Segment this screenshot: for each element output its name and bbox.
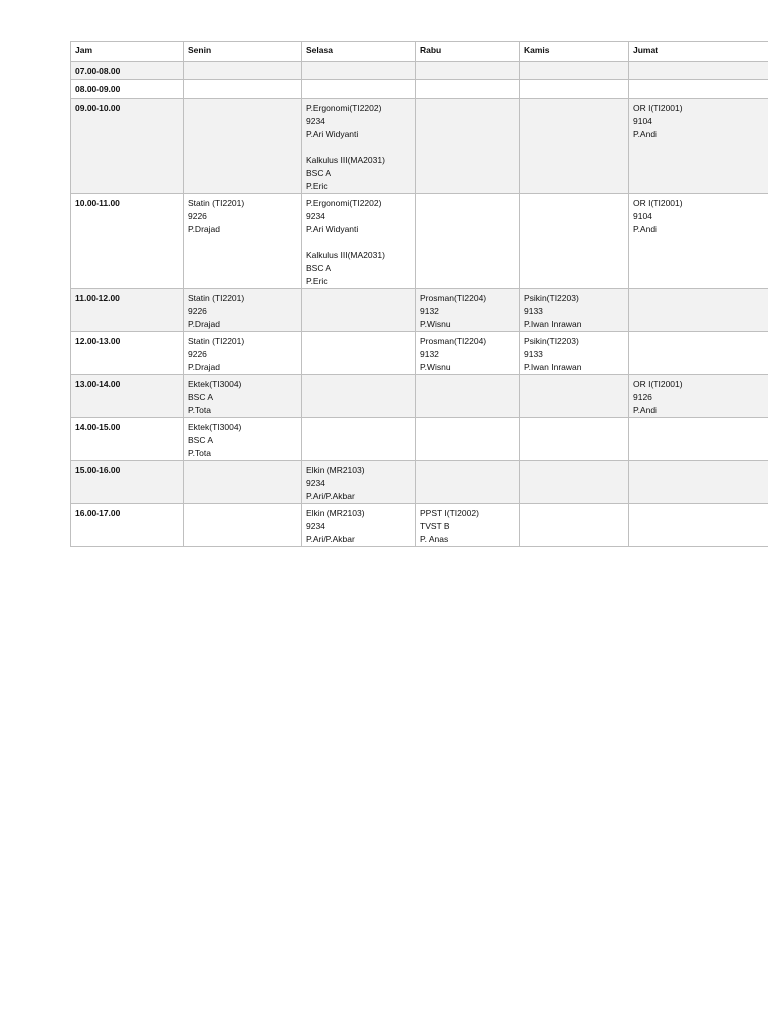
time-slot: 07.00-08.00: [71, 62, 184, 80]
header-jam: Jam: [71, 42, 184, 62]
cell-kamis: [520, 504, 629, 547]
cell-spacer: [306, 141, 411, 154]
header-selasa: Selasa: [302, 42, 416, 62]
course-line: 9234: [306, 116, 325, 126]
course-line: Statin (TI2201): [188, 336, 245, 346]
course-line: P.Tota: [188, 405, 212, 415]
time-slot: 09.00-10.00: [71, 99, 184, 194]
cell-senin: [184, 99, 302, 194]
course-line: P.Ari Widyanti: [306, 129, 359, 139]
schedule-row: [71, 62, 768, 80]
cell-senin: [184, 375, 302, 418]
course-line: 9226: [188, 306, 207, 316]
cell-jumat: [629, 461, 768, 504]
cell-selasa: [302, 332, 416, 375]
course-line: P.Ari/P.Akbar: [306, 534, 355, 544]
schedule-row: [71, 332, 768, 375]
course-line: 9133: [524, 306, 543, 316]
cell-rabu: [416, 504, 520, 547]
cell-selasa: [302, 62, 416, 80]
cell-rabu: [416, 99, 520, 194]
course-line: P.Wisnu: [420, 362, 451, 372]
time-slot: 14.00-15.00: [71, 418, 184, 461]
cell-senin: [184, 332, 302, 375]
cell-jumat: [629, 80, 768, 99]
cell-kamis: [520, 289, 629, 332]
cell-rabu: [416, 461, 520, 504]
header-jumat: Jumat: [629, 42, 768, 62]
course-line: BSC A: [306, 263, 332, 273]
cell-senin: [184, 289, 302, 332]
schedule-row: [71, 99, 768, 194]
cell-kamis: [520, 194, 629, 289]
course-line: Prosman(TI2204): [420, 336, 487, 346]
course-line: 9104: [633, 211, 652, 221]
cell-kamis: [520, 62, 629, 80]
cell-senin: [184, 62, 302, 80]
cell-kamis: [520, 418, 629, 461]
cell-senin: [184, 461, 302, 504]
course-line: P.Eric: [306, 181, 328, 191]
course-line: P.Ari/P.Akbar: [306, 491, 355, 501]
cell-jumat: [629, 332, 768, 375]
cell-jumat: [629, 504, 768, 547]
course-line: 9104: [633, 116, 652, 126]
course-line: OR I(TI2001): [633, 198, 683, 208]
course-line: 9234: [306, 521, 325, 531]
time-slot: 15.00-16.00: [71, 461, 184, 504]
course-line: P.Drajad: [188, 319, 220, 329]
course-line: 9132: [420, 349, 439, 359]
course-line: Statin (TI2201): [188, 198, 245, 208]
cell-kamis: [520, 375, 629, 418]
course-line: OR I(TI2001): [633, 103, 683, 113]
cell-jumat: [629, 99, 768, 194]
cell-selasa: [302, 375, 416, 418]
cell-selasa: [302, 194, 416, 289]
course-line: Ektek(TI3004): [188, 422, 242, 432]
course-line: P.Iwan Inrawan: [524, 319, 582, 329]
cell-selasa: [302, 504, 416, 547]
cell-kamis: [520, 461, 629, 504]
course-line: 9132: [420, 306, 439, 316]
course-line: P.Drajad: [188, 224, 220, 234]
cell-jumat: [629, 62, 768, 80]
schedule-row: [71, 375, 768, 418]
time-slot: 11.00-12.00: [71, 289, 184, 332]
course-line: Elkin (MR2103): [306, 508, 365, 518]
course-line: P.Eric: [306, 276, 328, 286]
course-line: 9133: [524, 349, 543, 359]
header-row: [71, 42, 768, 62]
cell-selasa: [302, 289, 416, 332]
time-slot: 08.00-09.00: [71, 80, 184, 99]
course-line: OR I(TI2001): [633, 379, 683, 389]
schedule-table: [70, 41, 768, 547]
cell-selasa: [302, 80, 416, 99]
course-line: P.Andi: [633, 224, 657, 234]
cell-rabu: [416, 80, 520, 99]
schedule-row: [71, 418, 768, 461]
cell-kamis: [520, 99, 629, 194]
course-line: TVST B: [420, 521, 450, 531]
header-rabu: Rabu: [416, 42, 520, 62]
schedule-body: [71, 62, 768, 547]
cell-jumat: [629, 289, 768, 332]
course-line: P.Drajad: [188, 362, 220, 372]
cell-senin: [184, 504, 302, 547]
time-slot: 13.00-14.00: [71, 375, 184, 418]
cell-senin: [184, 194, 302, 289]
cell-rabu: [416, 62, 520, 80]
time-slot: 12.00-13.00: [71, 332, 184, 375]
course-line: BSC A: [188, 435, 214, 445]
course-line: P.Tota: [188, 448, 212, 458]
cell-jumat: [629, 418, 768, 461]
cell-rabu: [416, 375, 520, 418]
course-line: BSC A: [306, 168, 332, 178]
cell-rabu: [416, 418, 520, 461]
time-slot: 16.00-17.00: [71, 504, 184, 547]
course-line: Psikin(TI2203): [524, 336, 579, 346]
cell-jumat: [629, 194, 768, 289]
course-line: P.Andi: [633, 405, 657, 415]
course-line: PPST I(TI2002): [420, 508, 479, 518]
course-line: 9234: [306, 211, 325, 221]
cell-selasa: [302, 461, 416, 504]
course-line: P.Ari Widyanti: [306, 224, 359, 234]
course-line: 9226: [188, 349, 207, 359]
cell-kamis: [520, 332, 629, 375]
course-line: Kalkulus III(MA2031): [306, 155, 385, 165]
cell-senin: [184, 418, 302, 461]
course-line: Elkin (MR2103): [306, 465, 365, 475]
schedule-row: [71, 504, 768, 547]
cell-rabu: [416, 194, 520, 289]
course-line: Psikin(TI2203): [524, 293, 579, 303]
course-line: Prosman(TI2204): [420, 293, 487, 303]
course-line: P.Andi: [633, 129, 657, 139]
cell-spacer: [306, 236, 411, 249]
cell-kamis: [520, 80, 629, 99]
course-line: P. Anas: [420, 534, 449, 544]
schedule-row: [71, 289, 768, 332]
header-senin: Senin: [184, 42, 302, 62]
course-line: P.Wisnu: [420, 319, 451, 329]
cell-rabu: [416, 289, 520, 332]
course-line: P.Ergonomi(TI2202): [306, 103, 382, 113]
schedule-row: [71, 461, 768, 504]
time-slot: 10.00-11.00: [71, 194, 184, 289]
course-line: P.Ergonomi(TI2202): [306, 198, 382, 208]
cell-senin: [184, 80, 302, 99]
cell-selasa: [302, 418, 416, 461]
schedule-row: [71, 80, 768, 99]
course-line: Ektek(TI3004): [188, 379, 242, 389]
cell-jumat: [629, 375, 768, 418]
schedule-row: [71, 194, 768, 289]
course-line: 9126: [633, 392, 652, 402]
course-line: 9226: [188, 211, 207, 221]
course-line: Kalkulus III(MA2031): [306, 250, 385, 260]
course-line: P.Iwan Inrawan: [524, 362, 582, 372]
cell-selasa: [302, 99, 416, 194]
cell-rabu: [416, 332, 520, 375]
header-kamis: Kamis: [520, 42, 629, 62]
course-line: 9234: [306, 478, 325, 488]
course-line: Statin (TI2201): [188, 293, 245, 303]
course-line: BSC A: [188, 392, 214, 402]
